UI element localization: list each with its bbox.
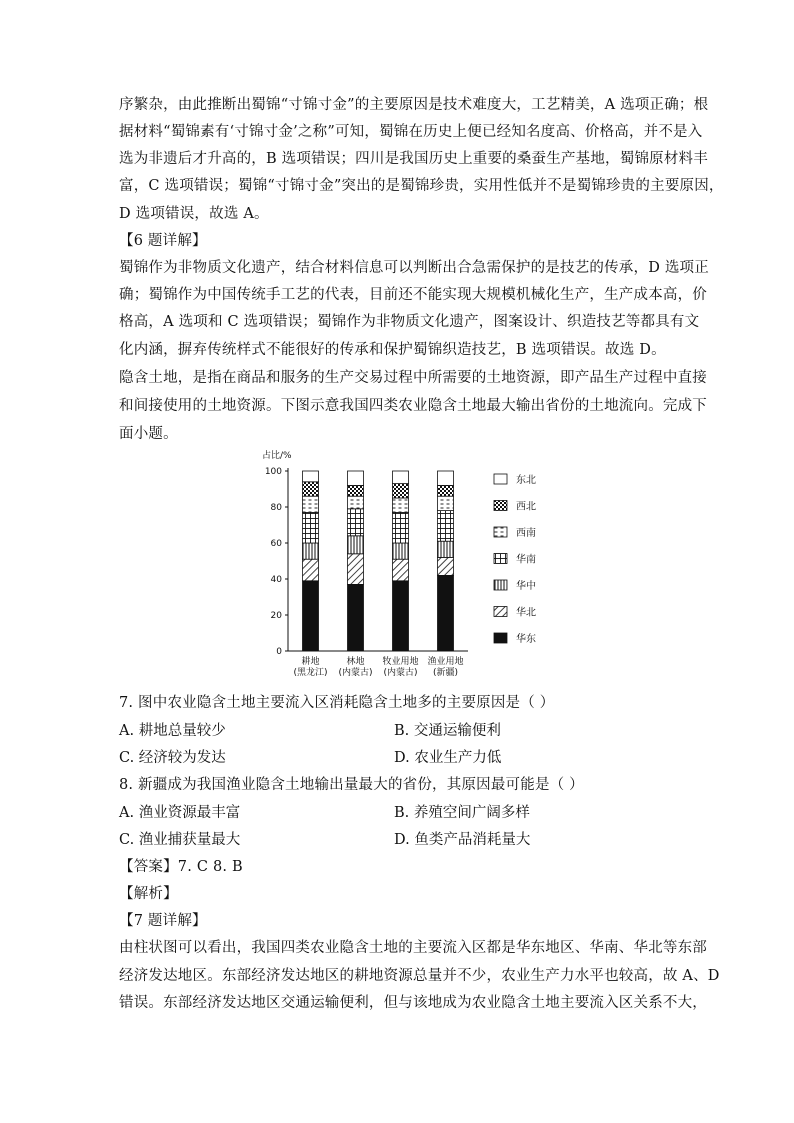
x-tick-label: (新疆) [432,668,459,678]
intro-line: 和间接使用的土地资源。下图示意我国四类农业隐含土地最大输出省份的土地流向。完成下 [119,398,707,414]
bar-segment [348,536,364,554]
legend-label: 华东 [516,634,536,645]
bar-segment [393,471,409,484]
intro-line: 面小题。 [119,426,178,442]
bar-segment [438,557,454,575]
q7-option-c: C. 经济较为发达 [119,750,226,766]
bar-segment [438,541,454,557]
legend-label: 东北 [516,475,536,486]
paragraph-line: D 选项错误，故选 A。 [119,206,269,222]
paragraph-line: 格高，A 选项和 C 选项错误；蜀锦作为非物质文化遗产，图案设计、织造技艺等都具有文 [119,314,700,330]
bar-segment [393,498,409,512]
legend-label: 西南 [516,528,536,539]
analysis-heading: 【解析】 [119,886,178,902]
bar-segment [303,512,319,543]
q7-option-a: A. 耕地总量较少 [119,723,226,739]
stacked-bar-chart [248,446,548,682]
bar-segment [438,485,454,496]
legend-swatch [494,527,507,537]
paragraph-line: 序繁杂，由此推断出蜀锦“寸锦寸金”的主要原因是技术难度大，工艺精美，A 选项正确；根 [119,97,709,113]
paragraph-line: 错误。东部经济发达地区交通运输便利，但与该地成为农业隐含土地主要流入区关系不大， [119,995,707,1011]
paragraph-line: 据材料“蜀锦素有‘寸锦寸金’之称”可知，蜀锦在历史上便已经知名度高、价格高，并不是入 [119,124,703,140]
y-axis-title: 占比/% [262,451,292,461]
bar-segment [438,511,454,542]
x-tick-label: 牧业用地 [382,657,419,667]
x-tick-label: (黑龙江) [293,668,328,678]
q8-option-b: B. 养殖空间广阔多样 [394,805,530,821]
bar-segment [348,471,364,485]
y-tick-label: 60 [270,539,282,549]
legend-swatch [494,501,507,511]
legend-label: 华南 [516,554,536,566]
answer-line: 【答案】7. C 8. B [119,859,243,875]
q8-option-c: C. 渔业捕获量最大 [119,832,241,848]
question-7-stem: 7. 图中农业隐含土地主要流入区消耗隐含土地多的主要原因是（ ） [119,695,555,711]
chart-x-labels [293,655,463,678]
bar-segment [393,559,409,581]
legend-label: 西北 [516,501,536,513]
bar-segment [348,509,364,536]
x-tick-label: 渔业用地 [427,657,464,667]
legend-swatch [494,633,507,643]
paragraph-line: 蜀锦作为非物质文化遗产，结合材料信息可以判断出合急需保护的是技艺的传承，D 选项正 [119,260,709,276]
intro-line: 隐含土地，是指在商品和服务的生产交易过程中所需要的土地资源，即产品生产过程中直接 [119,370,707,386]
paragraph-line: 由柱状图可以看出，我国四类农业隐含土地的主要流入区都是华东地区、华南、华北等东部 [119,940,707,956]
bar-segment [348,554,364,585]
q8-option-a: A. 渔业资源最丰富 [119,805,241,821]
paragraph-line: 确；蜀锦作为中国传统手工艺的代表，目前还不能实现大规模机械化生产，生产成本高，价 [119,287,707,303]
bar-segment [438,575,454,651]
x-tick-label: 耕地 [301,657,320,667]
bar-segment [303,496,319,512]
chart-legend [494,473,536,645]
q7-option-d: D. 农业生产力低 [394,750,502,766]
legend-swatch [494,607,507,617]
x-tick-label: (内蒙古) [338,668,373,678]
bar-segment [303,559,319,581]
question-8-stem: 8. 新疆成为我国渔业隐含土地输出量最大的省份，其原因最可能是（ ） [119,777,584,793]
bar-segment [303,581,319,651]
legend-swatch [494,580,507,590]
paragraph-line: 经济发达地区。东部经济发达地区的耕地资源总量并不少，农业生产力水平也较高，故 A、D [119,968,720,984]
y-tick-label: 80 [270,503,282,513]
bar-segment [303,543,319,559]
bar-segment [348,496,364,509]
paragraph-line: 化内涵，摒弃传统样式不能很好的传承和保护蜀锦织造技艺，B 选项错误。故选 D。 [119,342,666,358]
section-heading-q7: 【7 题详解】 [119,913,207,929]
legend-label: 华中 [516,581,536,592]
x-tick-label: 林地 [346,657,365,667]
x-tick-label: (内蒙古) [383,668,418,678]
q8-option-d: D. 鱼类产品消耗量大 [394,832,531,848]
y-tick-label: 100 [264,467,282,477]
y-tick-label: 40 [270,575,282,585]
legend-swatch [494,554,507,564]
chart-bars [303,471,454,651]
bar-segment [393,543,409,559]
y-tick-label: 20 [270,611,282,621]
legend-label: 华北 [516,607,536,619]
section-heading-q6: 【6 题详解】 [119,233,207,249]
bar-segment [303,471,319,482]
legend-swatch [494,474,507,484]
bar-segment [393,484,409,498]
bar-segment [348,485,364,496]
bar-segment [393,581,409,651]
bar-segment [438,496,454,510]
bar-segment [393,512,409,543]
bar-segment [348,584,364,651]
q7-option-b: B. 交通运输便利 [394,723,501,739]
bar-segment [303,482,319,496]
bar-segment [438,471,454,485]
paragraph-line: 富，C 选项错误；蜀锦“寸锦寸金”突出的是蜀锦珍贵，实用性低并不是蜀锦珍贵的主要原因， [119,178,724,194]
paragraph-line: 选为非遗后才升高的，B 选项错误；四川是我国历史上重要的桑蚕生产基地，蜀锦原材料丰 [119,151,708,167]
y-tick-label: 0 [276,647,282,657]
